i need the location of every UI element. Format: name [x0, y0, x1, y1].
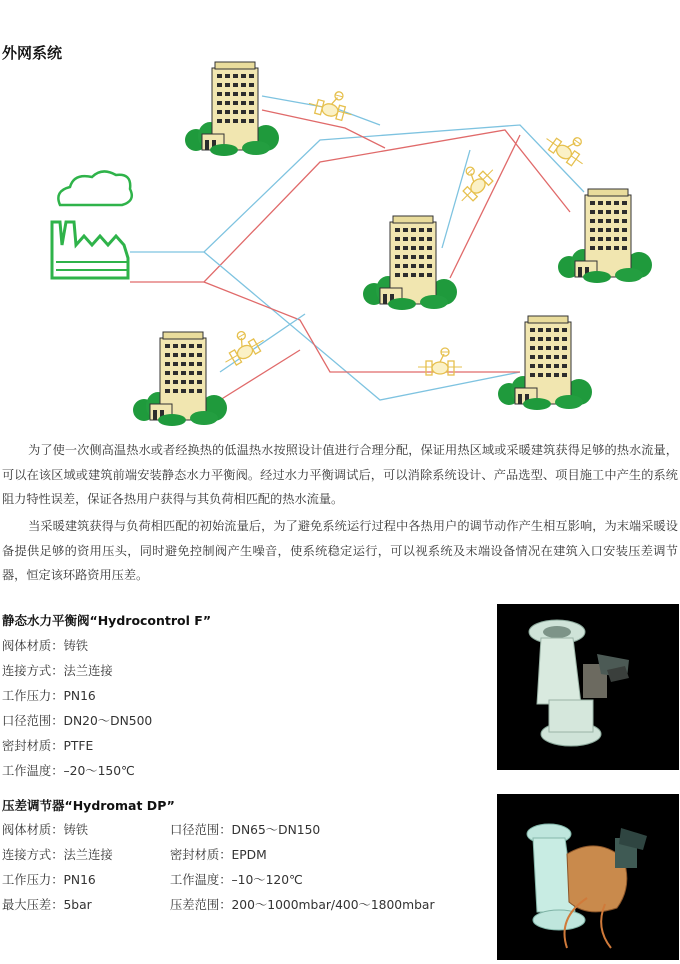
product1-title: 静态水力平衡阀“Hydrocontrol F”	[2, 613, 212, 628]
balancing-valve-icon-2	[542, 123, 594, 170]
hydromat-dp-regulator-photo	[497, 794, 679, 960]
product2-title: 压差调节器“Hydromat DP”	[2, 798, 175, 813]
balancing-valve-icon-5	[418, 348, 462, 375]
product2-spec-right: 口径范围：DN65～DN150	[170, 823, 321, 837]
balancing-valve-icon-1	[307, 85, 356, 122]
paragraph-1: 为了使一次侧高温热水或者经换热的低温热水按照设计值进行合理分配，保证用热区域或采暖建筑获得足够的热水流量，可以在该区域或建筑前端安装静态水力平衡阀。经过水力平衡调试后，可以消除系统设计、产品选型、项目施工中产生的系统阻力特性误差，保证各热用户获得与其负荷相匹配的热水流量。	[2, 443, 678, 506]
product1-spec: 工作压力：PN16	[2, 689, 96, 703]
product1-spec: 阀体材质：铸铁	[2, 639, 89, 653]
building-icon-right	[558, 189, 652, 283]
product2-spec-left: 工作压力：PN16	[2, 873, 96, 887]
product2-spec-left: 最大压差：5bar	[2, 898, 92, 912]
section-title: 外网系统	[2, 44, 63, 62]
product1-spec: 密封材质：PTFE	[2, 739, 94, 753]
heating-plant-icon	[52, 171, 132, 278]
product2-spec-left: 阀体材质：铸铁	[2, 823, 89, 837]
return-pipe-lower	[204, 282, 520, 372]
product2-spec-right: 工作温度：–10～120℃	[170, 873, 303, 887]
product1-spec: 工作温度：–20～150℃	[2, 764, 135, 778]
district-heating-network-diagram	[0, 0, 680, 430]
paragraph-2: 当采暖建筑获得与负荷相匹配的初始流量后，为了避免系统运行过程中各热用户的调节动作产生相互影响，为末端采暖设备提供足够的资用压头，同时避免控制阀产生噪音，使系统稳定运行，可以视系统及末端设备情况在建筑入口安装压差调节器，恒定该环路资用压差。	[2, 519, 678, 582]
return-pipe-mid	[450, 135, 520, 278]
product2-spec-left: 连接方式：法兰连接	[2, 848, 113, 862]
return-pipe-main	[130, 130, 570, 282]
product1-spec: 口径范围：DN20～DN500	[2, 714, 153, 728]
supply-pipe-lower	[204, 252, 520, 400]
product2-spec-right: 密封材质：EPDM	[170, 848, 267, 862]
balancing-valve-icon-4	[216, 324, 268, 369]
building-icon-top-left	[185, 62, 279, 156]
return-pipe-top	[262, 110, 385, 148]
building-icon-center	[363, 216, 457, 310]
supply-pipe-left	[220, 314, 305, 372]
hydrocontrol-f-valve-photo	[497, 604, 679, 770]
product2-spec-right: 压差范围：200～1000mbar/400～1800mbar	[170, 898, 435, 912]
building-icon-bottom-left	[133, 332, 227, 426]
building-icon-bottom-right	[498, 316, 592, 410]
product1-spec: 连接方式：法兰连接	[2, 664, 113, 678]
supply-pipe-mid	[442, 150, 470, 248]
